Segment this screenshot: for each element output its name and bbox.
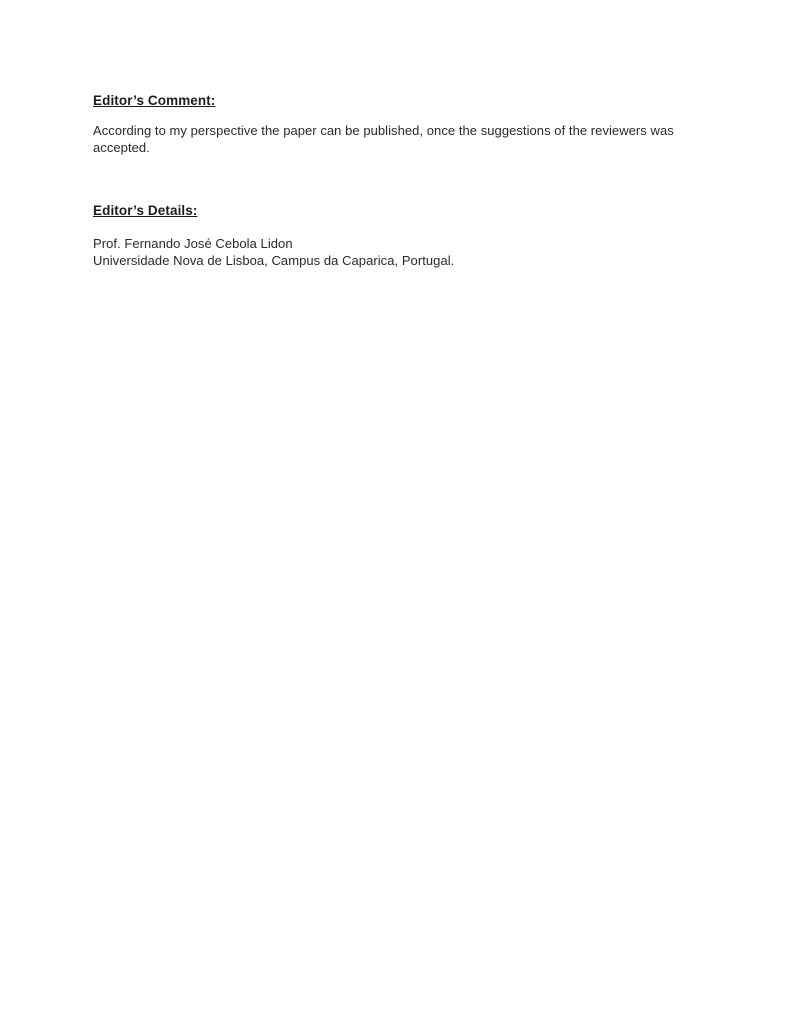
comment-text-line: accepted. — [93, 139, 150, 155]
editor-comment-heading: Editor’s Comment: — [93, 93, 216, 108]
editor-details-block — [93, 236, 731, 269]
editor-comment-section — [93, 92, 731, 156]
page-content — [93, 92, 731, 269]
comment-text-line: According to my perspective the paper can be published, once the suggestions of the reviewers was — [93, 123, 674, 138]
editor-name-line: Prof. Fernando José Cebola Lidon — [93, 236, 293, 251]
editor-details-heading: Editor’s Details: — [93, 203, 198, 218]
editor-affiliation-line: Universidade Nova de Lisboa, Campus da Caparica, Portugal. — [93, 252, 455, 268]
editor-details-section — [93, 202, 731, 269]
editor-comment-paragraph — [93, 123, 678, 156]
